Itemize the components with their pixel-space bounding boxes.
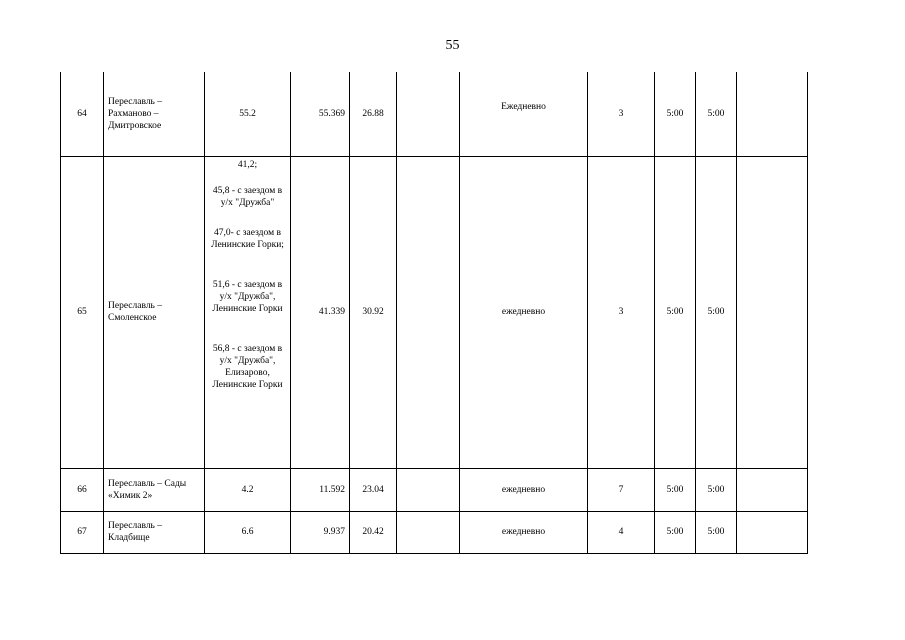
route-number: 66	[61, 468, 104, 511]
time-cell: 5:00	[655, 468, 696, 511]
route-distance: 55.2	[205, 72, 291, 156]
time-cell: 5:00	[655, 156, 696, 468]
table-row	[61, 72, 808, 156]
table-row	[61, 156, 808, 468]
empty-cell	[737, 156, 808, 468]
time-cell: 5:00	[696, 156, 737, 468]
count-cell: 3	[588, 156, 655, 468]
distance-variant: 56,8 - с заездом в у/х "Дружба", Елизарово, Ленинские Горки	[212, 343, 283, 390]
count-cell: 7	[588, 468, 655, 511]
distance-variant: 51,6 - с заездом в у/х "Дружба", Ленинские Горки	[212, 279, 283, 314]
empty-cell	[397, 468, 460, 511]
time-cell: 5:00	[696, 72, 737, 156]
schedule-cell: Ежедневно	[460, 72, 588, 156]
routes-table	[60, 72, 808, 554]
empty-cell	[737, 468, 808, 511]
table-row	[61, 468, 808, 511]
distance-variants-list	[209, 159, 286, 391]
empty-cell	[397, 72, 460, 156]
route-name: Переславль – Смоленское	[104, 156, 205, 468]
route-name: Переславль – Кладбище	[104, 511, 205, 553]
value-cell: 30.92	[350, 156, 397, 468]
empty-cell	[737, 72, 808, 156]
empty-cell	[397, 511, 460, 553]
value-cell: 23.04	[350, 468, 397, 511]
distance-variant: 41,2;	[237, 159, 258, 170]
empty-cell	[737, 511, 808, 553]
value-cell: 11.592	[291, 468, 350, 511]
schedule-cell: ежедневно	[460, 156, 588, 468]
route-distance: 4.2	[205, 468, 291, 511]
distance-variant: 45,8 - с заездом в у/х "Дружба"	[212, 185, 283, 208]
route-name: Переславль – Рахманово – Дмитровское	[104, 72, 205, 156]
time-cell: 5:00	[655, 72, 696, 156]
route-name: Переславль – Сады «Химик 2»	[104, 468, 205, 511]
value-cell: 41.339	[291, 156, 350, 468]
count-cell: 4	[588, 511, 655, 553]
empty-cell	[397, 156, 460, 468]
schedule-cell: ежедневно	[460, 511, 588, 553]
route-distance: 6.6	[205, 511, 291, 553]
value-cell: 26.88	[350, 72, 397, 156]
table-row	[61, 511, 808, 553]
distance-variant: 47,0- с заездом в Ленинские Горки;	[211, 227, 284, 250]
page-number: 55	[445, 38, 460, 53]
time-cell: 5:00	[696, 468, 737, 511]
time-cell: 5:00	[655, 511, 696, 553]
count-cell: 3	[588, 72, 655, 156]
route-number: 67	[61, 511, 104, 553]
value-cell: 9.937	[291, 511, 350, 553]
time-cell: 5:00	[696, 511, 737, 553]
schedule-cell: ежедневно	[460, 468, 588, 511]
value-cell: 55.369	[291, 72, 350, 156]
route-number: 64	[61, 72, 104, 156]
route-distance-cell	[205, 156, 291, 468]
value-cell: 20.42	[350, 511, 397, 553]
route-number: 65	[61, 156, 104, 468]
